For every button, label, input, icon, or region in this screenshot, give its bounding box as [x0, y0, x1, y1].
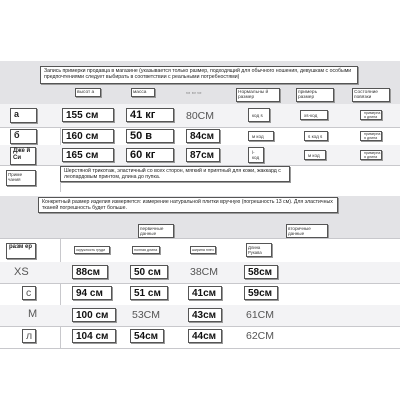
t1-tried-cell: s код s	[304, 131, 328, 141]
t2-length-cell: 53CM	[132, 309, 161, 321]
t2-sleeve-cell: 62CM	[246, 330, 275, 342]
t1-tried-cell: xs-код	[300, 110, 328, 120]
t1-weight-cell: 50 в	[126, 129, 174, 143]
t2-shoulder-cell: 38CM	[190, 266, 219, 278]
t2-header-chest: окружность груди	[74, 246, 110, 254]
t2-size-label: с	[22, 286, 36, 300]
t2-length-cell: 50 см	[130, 265, 168, 279]
t2-chest-cell: 100 см	[72, 308, 116, 322]
t1-header-height: высот а	[75, 88, 101, 97]
t2-header-sleeve: Длина Рукава	[246, 243, 272, 257]
t1-header-weight: масса	[131, 88, 155, 97]
t2-sleeve-cell: 58см	[244, 265, 278, 279]
t1-state-cell: примерна я длина	[360, 131, 382, 141]
table1-intro: Запись примерки продавца в магазине (указывается только размер, подходящий для обычного ношения, девушкам с особыми предпочтениями следует выбирать в соответствии с реальными потребностями)	[40, 66, 358, 84]
t2-chest-cell: 104 см	[72, 329, 116, 343]
t2-chest-cell: 88см	[72, 265, 108, 279]
table2-intro: Конкретный размер изделия измеряется: измерение натуральной плитки вручную (погрешность 13 см). Для эластичных тканей погрешность будет больше.	[38, 197, 338, 213]
t1-notes-label: Приме чания	[6, 170, 36, 186]
t1-tried-cell: м код	[304, 150, 326, 160]
t1-height-cell: 155 см	[62, 108, 114, 122]
t1-row-label: а	[10, 108, 37, 123]
t2-group-secondary: вторичные данные	[286, 224, 328, 238]
t1-bust-cell: 84см	[186, 129, 220, 143]
t1-header-tried: примерь размер	[296, 88, 334, 102]
t2-shoulder-cell: 43см	[188, 308, 222, 322]
t2-shoulder-cell: 44см	[188, 329, 222, 343]
t2-shoulder-cell: 41см	[188, 286, 222, 300]
t1-notes: Шерстяной трикотаж, эластичный со всех сторон, мягкий и приятный для кожи, жаккард с леопардовым принтом, длина до пупка.	[60, 166, 290, 182]
t2-length-cell: 54см	[130, 329, 164, 343]
t2-size-label: л	[22, 329, 36, 343]
t2-header-length: полная длина	[132, 246, 160, 254]
t1-header-normal: Нормальны й размер	[236, 88, 280, 102]
t2-size-label: M	[28, 308, 38, 320]
t2-size-header: разм ер	[6, 243, 36, 259]
t1-state-cell: примерна я длина	[360, 110, 382, 120]
t2-chest-cell: 94 см	[72, 286, 112, 300]
t1-header-bust-icon: ▭ ▭ ▭	[186, 90, 202, 95]
t2-length-cell: 51 см	[130, 286, 168, 300]
t1-weight-cell: 60 кг	[126, 148, 174, 162]
t1-row-label: Дже й Си	[10, 147, 36, 165]
t2-header-shoulder: ширина плеч	[190, 246, 216, 254]
t1-header-state: Состояние повязки	[352, 88, 390, 102]
t1-state-cell: примерна я длина	[360, 150, 382, 160]
t1-height-cell: 160 см	[62, 129, 114, 143]
t1-bust-cell: 80CM	[186, 110, 215, 122]
t2-sleeve-cell: 59см	[244, 286, 278, 300]
t1-weight-cell: 41 кг	[126, 108, 174, 122]
t2-sleeve-cell: 61CM	[246, 309, 275, 321]
t1-bust-cell: 87см	[186, 148, 220, 162]
t1-normal-cell: код s	[248, 108, 270, 122]
t1-row-label: б	[10, 129, 37, 144]
t2-group-primary: первичные данные	[138, 224, 174, 238]
t1-normal-cell: м код	[248, 131, 274, 141]
t1-height-cell: 165 см	[62, 148, 114, 162]
t1-normal-cell: l-код	[248, 147, 264, 163]
t2-size-label: XS	[14, 266, 29, 278]
